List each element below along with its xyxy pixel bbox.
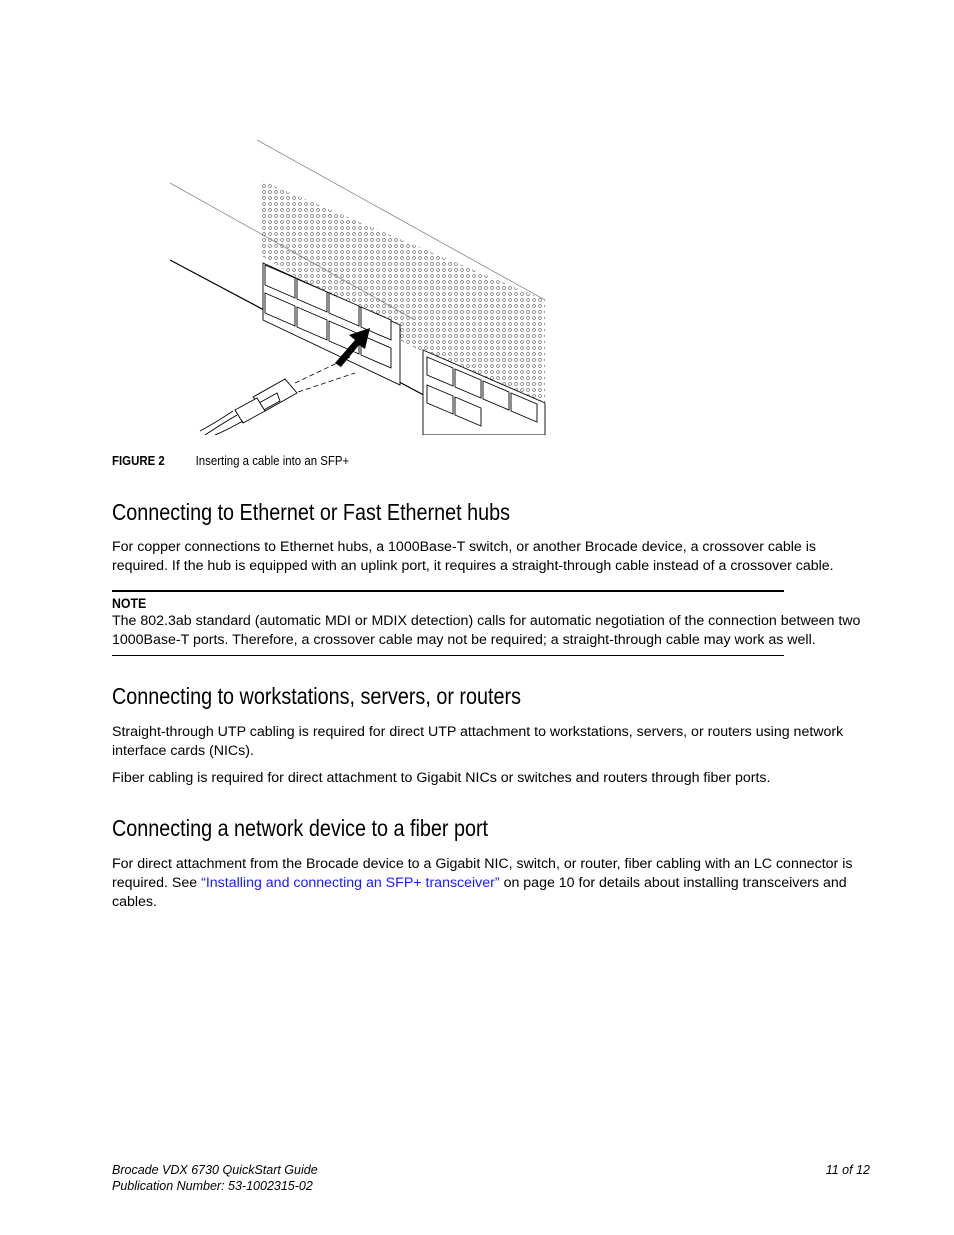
figure-label: FIGURE 2 <box>112 453 165 468</box>
heading-workstations: Connecting to workstations, servers, or routers <box>112 683 521 709</box>
paragraph-workstations-1: Straight-through UTP cabling is required for direct UTP attachment to workstations, servers, or routers using network interface cards (NICs). <box>112 724 844 759</box>
footer-publication-number: Publication Number: 53-1002315-02 <box>112 1179 313 1193</box>
note-bottom-rule <box>112 655 784 656</box>
sfp-transceiver-link[interactable]: “Installing and connecting an SFP+ transceiver” <box>201 875 500 891</box>
fiber-text-after: on page 10 for details about installing transceivers and cables. <box>112 875 847 910</box>
figure-caption-text: Inserting a cable into an SFP+ <box>195 453 350 468</box>
figure-caption <box>112 453 349 468</box>
fiber-text-before: For direct attachment from the Brocade device to a Gigabit NIC, switch, or router, fiber cabling with an LC connector is required. See <box>112 856 853 891</box>
footer-guide-title: Brocade VDX 6730 QuickStart Guide <box>112 1163 318 1177</box>
heading-fiber-port: Connecting a network device to a fiber port <box>112 815 489 841</box>
note-title: NOTE <box>112 595 147 611</box>
heading-ethernet-hubs: Connecting to Ethernet or Fast Ethernet hubs <box>112 499 511 525</box>
paragraph-fiber-port <box>112 855 872 912</box>
paragraph-ethernet-hubs: For copper connections to Ethernet hubs, a 1000Base-T switch, or another Brocade device, a crossover cable is required. If the hub is equipped with an uplink port, it requires a straight-through cable instead of a crossover cable. <box>112 539 834 574</box>
note-text: The 802.3ab standard (automatic MDI or MDIX detection) calls for automatic negotiation of the connection between two 1000Base-T ports. Therefore, a crossover cable may not be required; a straight-through cable may work as well. <box>112 613 861 648</box>
paragraph-workstations-2: Fiber cabling is required for direct attachment to Gigabit NICs or switches and routers through fiber ports. <box>112 770 771 786</box>
sfp-cable-figure <box>165 135 550 435</box>
footer-page-number: 11 of 12 <box>825 1163 870 1177</box>
note-top-rule <box>112 590 784 592</box>
footer-left <box>112 1162 318 1194</box>
